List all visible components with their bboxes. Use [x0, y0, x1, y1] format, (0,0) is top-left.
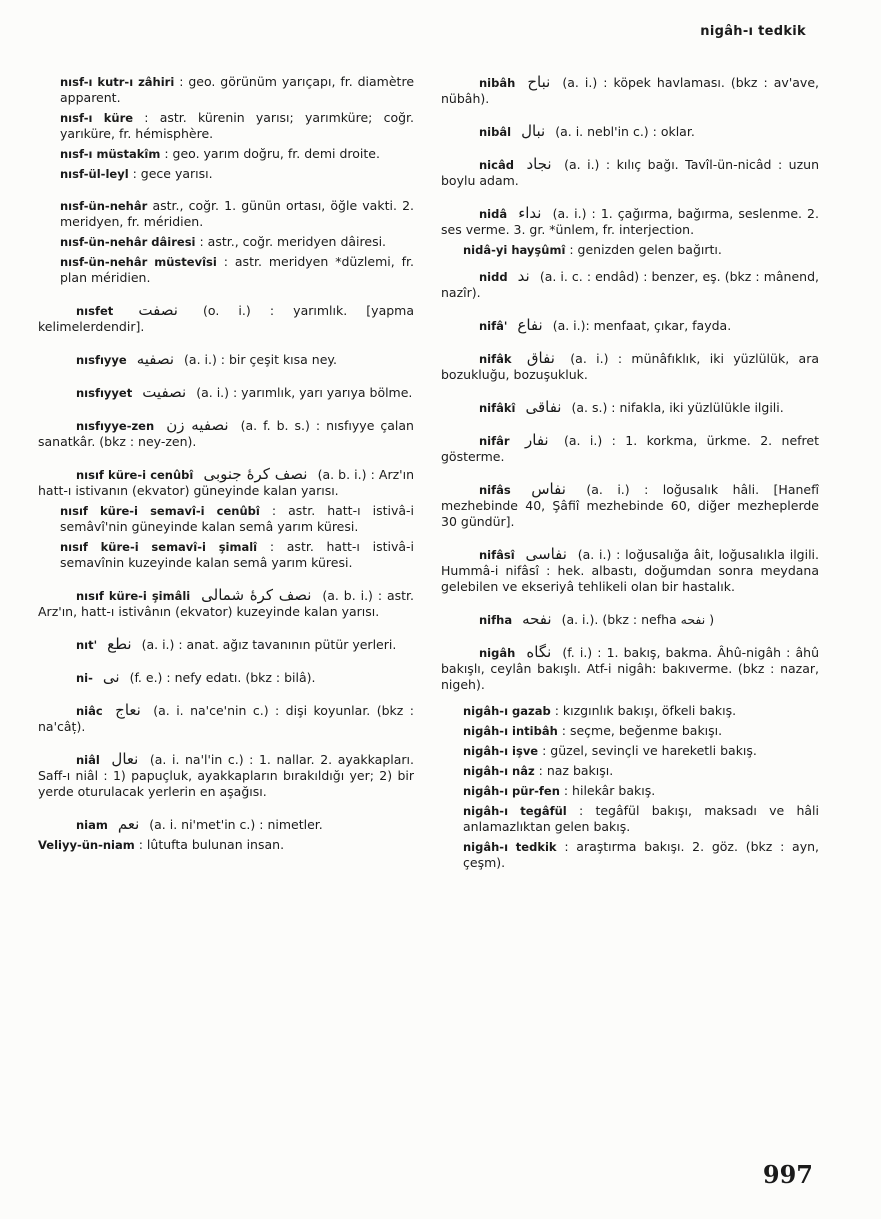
entry: nigâh نگاه (f. i.) : 1. bakış, bakma. Âhû-nigâh : âhû bakışlı, ceylân bakışlı. Atf-i nigâh: bakıverme. (bkz : nazar, nigeh).	[441, 643, 819, 692]
entry: nısıf küre-i cenûbî نصف كرهٔ جنوبى (a. b. i.) : Arz'ın hatt-ı istivanın (ekvator) güneyinde kalan yarısı.	[38, 465, 414, 498]
entry: nidâ-yi hayşûmî : genizden gelen bağırtı.	[463, 242, 722, 257]
entry: nısf-ı küre : astr. kürenin yarısı; yarımküre; coğr. yarıküre, fr. hémisphère.	[60, 110, 414, 141]
entry: nigâh-ı pür-fen : hilekâr bakış.	[463, 783, 656, 798]
entry: nigâh-ı nâz : naz bakışı.	[463, 763, 614, 778]
entry: nigâh-ı tegâfül : tegâfül bakışı, maksadı ve hâli anlamazlıktan gelen bakış.	[463, 803, 819, 834]
entry: nidâ نداء (a. i.) : 1. çağırma, bağırma, seslenme. 2. ses verme. 3. gr. *ünlem, fr. interjection.	[441, 204, 819, 237]
entry: nifâk نفاق (a. i.) : münâfıklık, iki yüzlülük, ara bozukluğu, bozuşukluk.	[441, 349, 819, 382]
running-header: nigâh-ı tedkik	[700, 24, 806, 39]
entry: nısfıyye نصفيه (a. i.) : bir çeşit kısa ney.	[76, 350, 337, 368]
entry: nısf-ün-nehâr astr., coğr. 1. günün ortası, öğle vakti. 2. meridyen, fr. méridien.	[60, 198, 414, 229]
entry: nigâh-ı intibâh : seçme, beğenme bakışı.	[463, 723, 723, 738]
entry: nifâ' نفاع (a. i.): menfaat, çıkar, fayda.	[479, 316, 732, 334]
entry: Veliyy-ün-niam : lûtufta bulunan insan.	[38, 837, 285, 852]
entry: nısf-ün-nehâr dâiresi : astr., coğr. meridyen dâiresi.	[60, 234, 387, 249]
entry: nifâkî نفاقى (a. s.) : nifakla, iki yüzlülükle ilgili.	[479, 398, 784, 416]
right-column	[441, 74, 819, 875]
entry: nifâr نفار (a. i.) : 1. korkma, ürkme. 2. nefret gösterme.	[441, 431, 819, 464]
entry: nısıf küre-i semavî-i şimalî : astr. hatt-ı istivâ-i semavînin kuzeyinde kalan semâ yarım küresi.	[60, 539, 414, 570]
entry: nidd ند (a. i. c. : endâd) : benzer, eş. (bkz : mânend, nazîr).	[441, 267, 819, 300]
entry: nısf-ül-leyl : gece yarısı.	[60, 166, 213, 181]
entry: nısıf küre-i semavî-i cenûbî : astr. hatt-ı istivâ-i semâvî'nin güneyinde kalan semâ yarım küresi.	[60, 503, 415, 534]
entry: nıt' نطع (a. i.) : anat. ağız tavanının pütür yerleri.	[76, 635, 397, 653]
entry: nifâs نفاس (a. i.) : loğusalık hâli. [Hanefî mezhebinde 40, Şâfiî mezhebinde 60, diğer mezheplerde 30 gündür].	[441, 480, 819, 529]
entry: niâl نعال (a. i. na'l'in c.) : 1. nallar. 2. ayakkapları. Saff-ı niâl : 1) papuçluk, ayakkapların bırakıldığı yer; 2) bir yerde oturulacak yerlerin en aşağısı.	[38, 750, 414, 799]
entry: nısf-ı kutr-ı zâhiri : geo. görünüm yarıçapı, fr. diamètre apparent.	[60, 74, 415, 105]
entry: nigâh-ı işve : güzel, sevinçli ve hareketli bakış.	[463, 743, 757, 758]
left-column	[38, 74, 414, 857]
entry: nısf-ı müstakîm : geo. yarım doğru, fr. demi droite.	[60, 146, 380, 161]
entry: nigâh-ı gazab : kızgınlık bakışı, öfkeli bakış.	[463, 703, 737, 718]
entry: nısf-ün-nehâr müstevîsi : astr. meridyen *düzlemi, fr. plan méridien.	[60, 254, 414, 285]
entry: nifâsî نفاسى (a. i.) : loğusalığa âit, loğusalıkla ilgili. Hummâ-i nifâsî : hek. albastı, doğumdan sonra meydana gelebilen ve ekseriyâ tehlikeli olan bir hastalık.	[441, 545, 819, 594]
entry: nısfıyyet نصفيت (a. i.) : yarımlık, yarı yarıya bölme.	[76, 383, 413, 401]
entry: nibâh نباح (a. i.) : köpek havlaması. (bkz : av'ave, nübâh).	[441, 73, 819, 106]
entry: nısfıyye-zen نصفيه زن (a. f. b. s.) : nısfıyye çalan sanatkâr. (bkz : ney-zen).	[38, 416, 414, 449]
entry: ni- نى (f. e.) : nefy edatı. (bkz : bilâ).	[76, 668, 316, 686]
entry: niâc نعاج (a. i. na'ce'nin c.) : dişi koyunlar. (bkz : na'câț).	[38, 701, 414, 734]
entry: nigâh-ı tedkik : araştırma bakışı. 2. göz. (bkz : ayn, çeşm).	[463, 839, 819, 870]
page-number: 997	[762, 1160, 813, 1189]
entry: nifha نفحه (a. i.). (bkz : nefha نفحه )	[479, 610, 715, 628]
entry: nicâd نجاد (a. i.) : kılıç bağı. Tavîl-ün-nicâd : uzun boylu adam.	[441, 155, 820, 188]
entry: nısıf küre-i şimâli نصف كرهٔ شمالى (a. b. i.) : astr. Arz'ın, hatt-ı istivânın (ekvator) kuzeyinde kalan yarısı.	[38, 586, 414, 619]
entry: nibâl نبال (a. i. nebl'in c.) : oklar.	[479, 122, 695, 140]
entry: nısfet نصفت (o. i.) : yarımlık. [yapma kelimelerdendir].	[38, 301, 414, 334]
entry: niam نعم (a. i. ni'met'in c.) : nimetler.	[76, 815, 323, 833]
